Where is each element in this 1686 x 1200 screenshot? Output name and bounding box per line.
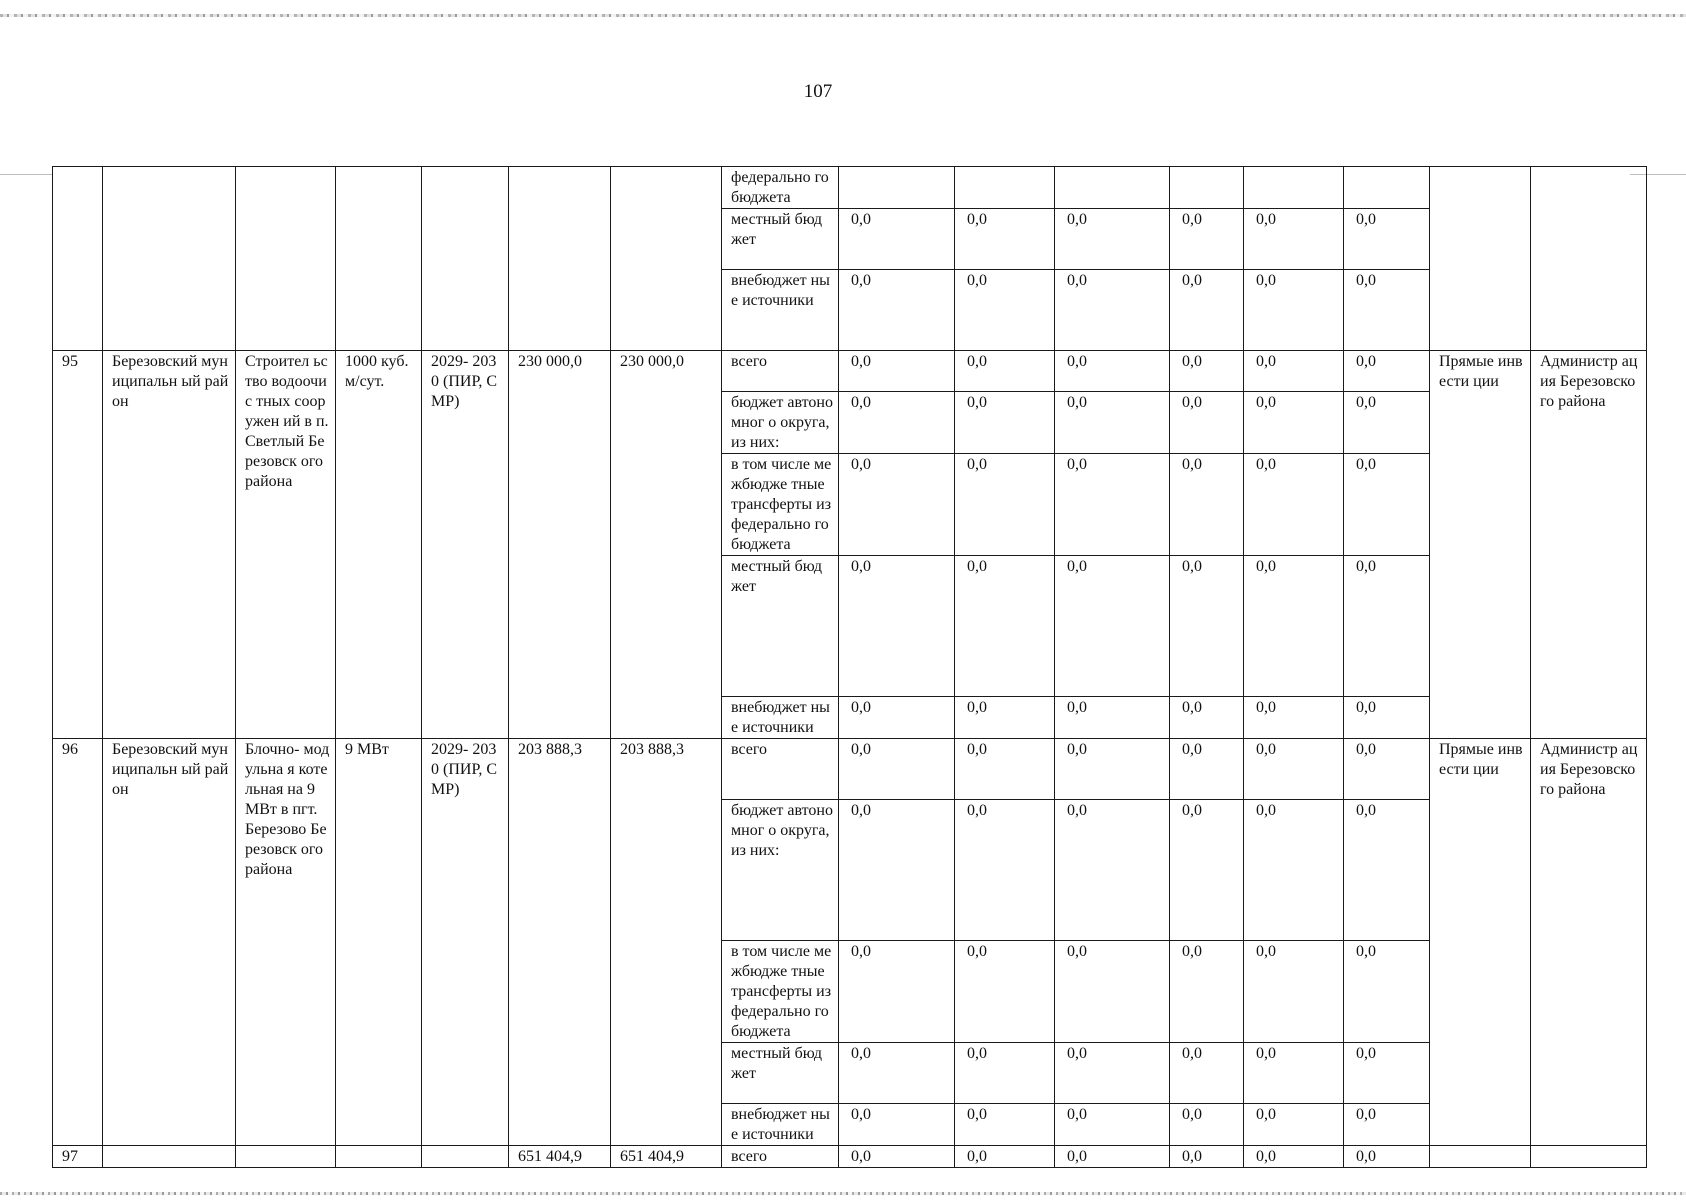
table-row: [53, 739, 1647, 800]
margin-line-left: [0, 174, 52, 175]
funding-value: 0,0: [1244, 1104, 1344, 1146]
funding-value: [1344, 167, 1430, 209]
funding-value: 0,0: [1055, 941, 1170, 1043]
total-empty-mechanism: [1430, 1146, 1531, 1168]
funding-value: 0,0: [1170, 697, 1244, 739]
funding-value: 0,0: [1055, 270, 1170, 351]
funding-source: бюджет автономног о округа, из них:: [722, 392, 839, 454]
cont-municipality: [103, 167, 236, 351]
funding-value: 0,0: [1344, 209, 1430, 270]
project-municipality: Березовский муниципальн ый район: [103, 351, 236, 739]
funding-value: 0,0: [1244, 556, 1344, 697]
cont-cost: [509, 167, 611, 351]
funding-value: 0,0: [1244, 270, 1344, 351]
table-row: [53, 167, 1647, 209]
funding-value: 0,0: [1344, 270, 1430, 351]
funding-value: 0,0: [1244, 941, 1344, 1043]
project-capacity: 1000 куб. м/сут.: [336, 351, 422, 739]
funding-value: 0,0: [1170, 1104, 1244, 1146]
funding-value: 0,0: [955, 351, 1055, 392]
funding-value: 0,0: [1344, 1043, 1430, 1104]
funding-value: 0,0: [1055, 1104, 1170, 1146]
funding-value: 0,0: [1244, 739, 1344, 800]
funding-value: 0,0: [1170, 270, 1244, 351]
project-executor: Администр ация Березовско го района: [1531, 739, 1647, 1146]
funding-value: 0,0: [955, 941, 1055, 1043]
funding-source: внебюджет ные источники: [722, 1104, 839, 1146]
total-empty-project: [236, 1146, 336, 1168]
scan-edge-bottom: [0, 1192, 1686, 1195]
funding-value: 0,0: [955, 209, 1055, 270]
funding-value: 0,0: [955, 392, 1055, 454]
funding-value: 0,0: [1244, 351, 1344, 392]
funding-value: 0,0: [1170, 392, 1244, 454]
project-number: 95: [53, 351, 103, 739]
investment-table-sheet: [52, 166, 1647, 1168]
funding-value: 0,0: [839, 270, 955, 351]
cont-project: [236, 167, 336, 351]
funding-value: 0,0: [839, 209, 955, 270]
cont-mechanism: [1430, 167, 1531, 351]
project-cost: 230 000,0: [509, 351, 611, 739]
funding-value: 0,0: [1344, 556, 1430, 697]
project-remaining: 203 888,3: [611, 739, 722, 1146]
total-empty-executor: [1531, 1146, 1647, 1168]
funding-source: всего: [722, 351, 839, 392]
funding-value: 0,0: [1055, 392, 1170, 454]
funding-value: 0,0: [1344, 392, 1430, 454]
funding-value: 0,0: [839, 739, 955, 800]
project-executor: Администр ация Березовско го района: [1531, 351, 1647, 739]
funding-value: 0,0: [1055, 1146, 1170, 1168]
funding-value: 0,0: [1344, 697, 1430, 739]
funding-value: 0,0: [839, 1043, 955, 1104]
cont-period: [422, 167, 509, 351]
funding-value: 0,0: [1244, 697, 1344, 739]
funding-source: местный бюджет: [722, 556, 839, 697]
funding-source: в том числе межбюдже тные трансферты из федерально го бюджета: [722, 941, 839, 1043]
funding-value: 0,0: [955, 270, 1055, 351]
cont-executor: [1531, 167, 1647, 351]
funding-value: 0,0: [1170, 1146, 1244, 1168]
funding-value: 0,0: [1344, 1104, 1430, 1146]
project-mechanism: Прямые инвести ции: [1430, 739, 1531, 1146]
funding-value: 0,0: [1344, 454, 1430, 556]
funding-value: 0,0: [1170, 739, 1244, 800]
funding-value: 0,0: [1344, 351, 1430, 392]
funding-source: всего: [722, 1146, 839, 1168]
funding-value: 0,0: [1344, 941, 1430, 1043]
funding-value: 0,0: [955, 739, 1055, 800]
project-capacity: 9 МВт: [336, 739, 422, 1146]
project-municipality: Березовский муниципальн ый район: [103, 739, 236, 1146]
funding-value: 0,0: [1344, 800, 1430, 941]
funding-value: 0,0: [839, 941, 955, 1043]
funding-value: 0,0: [839, 1104, 955, 1146]
funding-value: 0,0: [1170, 556, 1244, 697]
funding-value: 0,0: [839, 697, 955, 739]
funding-value: 0,0: [1170, 800, 1244, 941]
funding-value: 0,0: [955, 1043, 1055, 1104]
funding-value: 0,0: [955, 697, 1055, 739]
project-name: Блочно- модульна я котельная на 9 МВт в пгт. Березово Березовск ого района: [236, 739, 336, 1146]
funding-value: 0,0: [1170, 351, 1244, 392]
project-period: 2029- 2030 (ПИР, СМР): [422, 739, 509, 1146]
funding-value: 0,0: [839, 556, 955, 697]
funding-value: 0,0: [839, 1146, 955, 1168]
funding-value: 0,0: [1244, 209, 1344, 270]
funding-value: 0,0: [1244, 392, 1344, 454]
funding-value: 0,0: [839, 800, 955, 941]
funding-value: 0,0: [1344, 739, 1430, 800]
funding-value: 0,0: [1244, 1146, 1344, 1168]
funding-value: 0,0: [1055, 209, 1170, 270]
funding-value: [955, 167, 1055, 209]
funding-value: 0,0: [1055, 351, 1170, 392]
funding-value: 0,0: [839, 351, 955, 392]
funding-value: 0,0: [1344, 1146, 1430, 1168]
funding-value: 0,0: [1055, 739, 1170, 800]
investment-table: [52, 166, 1647, 1168]
cont-capacity: [336, 167, 422, 351]
project-remaining: 230 000,0: [611, 351, 722, 739]
funding-value: 0,0: [1244, 454, 1344, 556]
cont-number: [53, 167, 103, 351]
funding-value: 0,0: [955, 1104, 1055, 1146]
project-period: 2029- 2030 (ПИР, СМР): [422, 351, 509, 739]
funding-value: 0,0: [1170, 209, 1244, 270]
funding-value: 0,0: [1055, 454, 1170, 556]
total-empty-period: [422, 1146, 509, 1168]
funding-source: бюджет автономног о округа, из них:: [722, 800, 839, 941]
table-body: [53, 167, 1647, 1168]
total-empty-capacity: [336, 1146, 422, 1168]
funding-value: 0,0: [1055, 556, 1170, 697]
funding-value: [1170, 167, 1244, 209]
funding-source: внебюджет ные источники: [722, 697, 839, 739]
funding-value: 0,0: [1170, 454, 1244, 556]
project-number: 96: [53, 739, 103, 1146]
total-cost: 651 404,9: [509, 1146, 611, 1168]
funding-source: федерально го бюджета: [722, 167, 839, 209]
funding-value: 0,0: [1244, 1043, 1344, 1104]
cont-remaining: [611, 167, 722, 351]
funding-value: 0,0: [1055, 1043, 1170, 1104]
funding-value: 0,0: [839, 392, 955, 454]
funding-value: 0,0: [1244, 800, 1344, 941]
funding-source: в том числе межбюдже тные трансферты из федерально го бюджета: [722, 454, 839, 556]
funding-value: 0,0: [955, 556, 1055, 697]
funding-value: [839, 167, 955, 209]
funding-value: 0,0: [955, 800, 1055, 941]
scan-edge-top: [0, 14, 1686, 17]
total-remaining: 651 404,9: [611, 1146, 722, 1168]
funding-source: местный бюджет: [722, 1043, 839, 1104]
funding-source: местный бюджет: [722, 209, 839, 270]
total-number: 97: [53, 1146, 103, 1168]
table-row: [53, 351, 1647, 392]
project-mechanism: Прямые инвести ции: [1430, 351, 1531, 739]
funding-value: [1055, 167, 1170, 209]
funding-value: [1244, 167, 1344, 209]
funding-value: 0,0: [1170, 1043, 1244, 1104]
funding-source: внебюджет ные источники: [722, 270, 839, 351]
project-name: Строител ьство водоочис тных сооружен ий в п. Светлый Березовск ого района: [236, 351, 336, 739]
funding-value: 0,0: [1055, 800, 1170, 941]
funding-value: 0,0: [1055, 697, 1170, 739]
total-empty-municipality: [103, 1146, 236, 1168]
project-cost: 203 888,3: [509, 739, 611, 1146]
funding-value: 0,0: [1170, 941, 1244, 1043]
funding-source: всего: [722, 739, 839, 800]
page-number: 107: [803, 81, 833, 102]
total-row: [53, 1146, 1647, 1168]
funding-value: 0,0: [955, 454, 1055, 556]
funding-value: 0,0: [839, 454, 955, 556]
funding-value: 0,0: [955, 1146, 1055, 1168]
